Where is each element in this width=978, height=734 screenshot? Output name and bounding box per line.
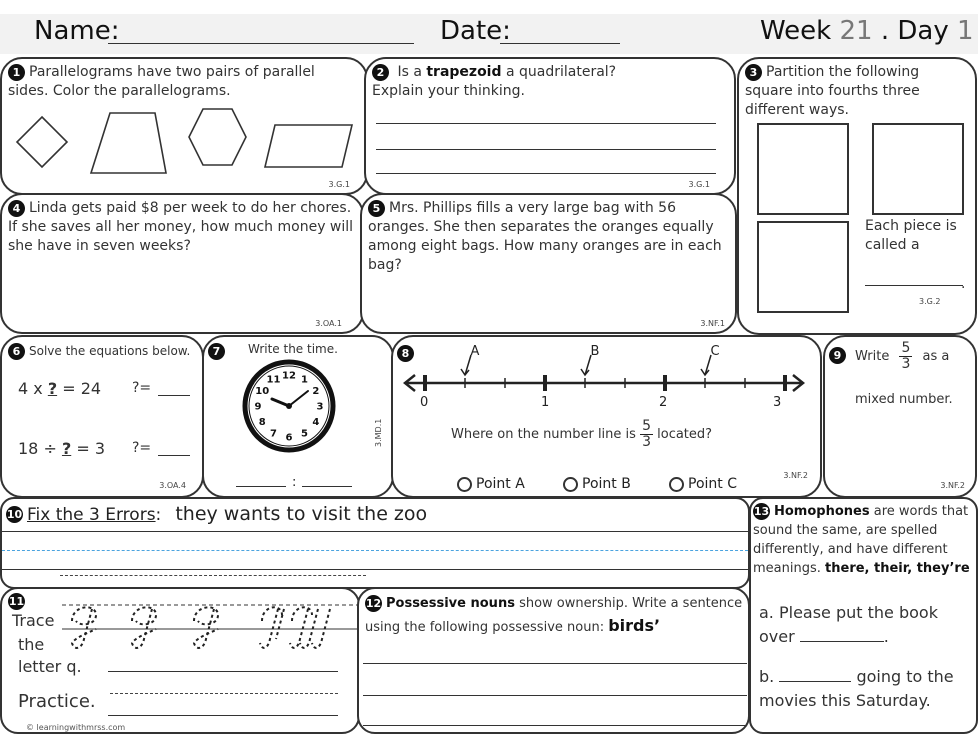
question-5-text: [368, 199, 732, 275]
clock-number-10: 10: [255, 386, 270, 397]
q9-numerator: 5: [901, 340, 911, 356]
practice-label: Practice.: [18, 691, 96, 712]
question-10-title: Fix the 3 Errors: [27, 505, 156, 525]
question-2-number: 2: [372, 64, 389, 81]
question-5-prompt: Mrs. Phillips fills a very large bag with 56 oranges. She then separates the oranges equally among eight bags. How many oranges are in each bag?: [368, 200, 722, 273]
question-10-number: 10: [6, 508, 23, 521]
question-11-number: 11: [8, 595, 25, 608]
option-label-c: Point C: [688, 476, 737, 492]
question-9-mixed: mixed number.: [855, 392, 953, 407]
writing-top-line[interactable]: [2, 531, 748, 532]
fraction-five-thirds-q9: [899, 341, 912, 372]
option-point-c[interactable]: [669, 476, 737, 492]
clock-number-6: 6: [285, 432, 293, 444]
question-13-prompt: are words that sound the same, are spelled differently, and have different meanings.: [753, 504, 969, 576]
answer-2-line[interactable]: [158, 455, 190, 456]
q9-denominator: 3: [901, 356, 911, 372]
question-4-number: 4: [8, 200, 25, 217]
copyright-text: © learningwithmrss.com: [26, 723, 126, 732]
time-colon: :: [292, 475, 297, 490]
fraction-five-thirds: [640, 419, 653, 450]
question-1-number: 1: [8, 64, 25, 81]
the-label: the: [18, 635, 45, 654]
equation-2-unknown: ?: [61, 439, 72, 458]
sentence-a: [759, 601, 973, 649]
piece-prompt: Each piece is called a: [865, 218, 957, 253]
option-point-b[interactable]: [563, 476, 631, 492]
question-5-box: [360, 193, 737, 334]
question-9-write: Write: [855, 349, 890, 364]
question-3-box: [737, 57, 977, 335]
clock-number-1: 1: [301, 374, 308, 386]
question-2-bold-word: trapezoid: [426, 64, 502, 80]
question-6-box: [0, 335, 204, 498]
letter-label: letter q.: [18, 657, 82, 676]
trapezoid-shape: [91, 113, 166, 173]
question-12-text: [365, 593, 745, 639]
answer-line-3[interactable]: [376, 173, 716, 174]
point-label-B: B: [590, 344, 600, 359]
clock-number-8: 8: [258, 417, 266, 428]
question-9-prompt: [855, 341, 949, 372]
trace-base-line: [108, 671, 338, 672]
practice-dash-line: [110, 693, 338, 694]
question-5-number: 5: [368, 200, 385, 217]
sentence-a-end: .: [883, 627, 889, 646]
equation-2-right: = 3: [76, 439, 105, 458]
question-2-prompt-b: a quadrilateral?: [505, 64, 617, 80]
question-9-number: 9: [829, 347, 846, 364]
clock-number-4: 4: [312, 417, 320, 428]
question-4-prompt: Linda gets paid $8 per week to do her chores. If she saves all her money, how much money will she have in seven weeks?: [8, 200, 354, 254]
option-point-a[interactable]: [457, 476, 525, 492]
question-7-title: Write the time.: [248, 342, 338, 356]
question-3-standard: 3.G.2: [919, 297, 941, 306]
question-3-prompt: Partition the following square into fourths three different ways.: [745, 64, 920, 118]
fraction-denominator: 3: [642, 434, 651, 450]
clock-number-2: 2: [312, 386, 320, 397]
analog-clock: [242, 359, 336, 453]
question-12-prompt: show ownership. Write a sentence using the following possessive noun:: [365, 596, 743, 635]
separator-dot: .: [880, 16, 890, 46]
day-number: 1: [957, 16, 974, 46]
clock-number-5: 5: [301, 428, 308, 440]
equation-2-left: 18 ÷: [18, 439, 57, 458]
tick-label-1: 1: [541, 395, 550, 410]
question-8-box: [391, 335, 822, 498]
tick-label-0: 0: [420, 395, 429, 410]
question-13-box: [749, 497, 978, 734]
question-8-number: 8: [397, 345, 414, 362]
question-2-standard: 3.G.1: [688, 180, 710, 189]
name-label: Name:: [34, 16, 120, 46]
question-4-text: [8, 199, 358, 256]
equation-1: [18, 379, 101, 398]
point-label-C: C: [710, 344, 720, 359]
clock-number-12: 12: [282, 370, 296, 382]
answer-1-label: ?=: [132, 380, 152, 396]
question-9-as-a: as a: [922, 349, 950, 364]
rhombus-shape: [17, 117, 67, 167]
equation-2: [18, 439, 105, 458]
radio-point-b[interactable]: [563, 477, 578, 492]
radio-point-c[interactable]: [669, 477, 684, 492]
question-2-text: [372, 63, 722, 101]
clock-number-7: 7: [270, 428, 277, 440]
sentence-b-blank[interactable]: [779, 681, 851, 682]
hour-answer-line[interactable]: [236, 486, 286, 487]
writing-dash-line: [60, 575, 366, 576]
tick-label-2: 2: [659, 395, 668, 410]
writing-base-line[interactable]: [2, 569, 748, 570]
question-11-box: [0, 587, 360, 734]
day-label: Day: [897, 16, 949, 46]
partition-square-2[interactable]: [872, 123, 964, 215]
week-number: 21: [839, 16, 873, 46]
question-1-box: [0, 57, 368, 195]
partition-square-1[interactable]: [757, 123, 849, 215]
question-8-prompt-a: Where on the number line is: [451, 427, 636, 442]
question-9-box: [823, 335, 977, 498]
practice-line[interactable]: [108, 715, 338, 716]
question-10-colon: :: [155, 505, 162, 525]
question-2-box: [364, 57, 736, 195]
question-4-standard: 3.OA.1: [315, 319, 342, 328]
question-1-standard: 3.G.1: [328, 180, 350, 189]
sentence-a-blank[interactable]: [800, 641, 884, 642]
equation-1-right: = 24: [62, 379, 102, 398]
parallelogram-shape: [265, 125, 352, 167]
question-10-box: [0, 497, 750, 589]
question-6-title: [8, 343, 190, 360]
question-13-text: [753, 502, 975, 578]
fraction-numerator: 5: [642, 418, 651, 434]
homophone-words: there, their, they’re: [825, 561, 970, 576]
answer-line-1[interactable]: [376, 123, 716, 124]
question-6-number: 6: [8, 343, 25, 360]
option-label-b: Point B: [582, 476, 631, 492]
question-8-standard: 3.NF.2: [783, 471, 808, 480]
question-13-bold: Homophones: [774, 504, 870, 519]
sentence-line-3[interactable]: [363, 725, 747, 726]
sentence-line-1[interactable]: [363, 663, 747, 664]
week-label: Week: [760, 16, 832, 46]
question-1-prompt: Parallelograms have two pairs of parallel sides. Color the parallelograms.: [8, 64, 315, 99]
question-2-prompt-a: Is a: [397, 64, 422, 80]
question-10-line: [6, 503, 427, 525]
question-12-box: [357, 587, 750, 734]
sentence-b-text: going to the movies this Saturday.: [759, 667, 954, 710]
sentence-b-label: b.: [759, 667, 775, 686]
answer-2-label: ?=: [132, 440, 152, 456]
cursive-q-trace-row[interactable]: [62, 599, 362, 669]
clock-number-3: 3: [316, 401, 324, 413]
question-7-standard: 3.MD.1: [374, 418, 383, 447]
question-4-box: [0, 193, 364, 334]
question-5-standard: 3.NF.1: [700, 319, 725, 328]
minute-answer-line[interactable]: [302, 486, 352, 487]
question-8-prompt-b: located?: [657, 427, 713, 442]
error-sentence: they wants to visit the zoo: [175, 503, 428, 525]
writing-mid-line[interactable]: [2, 550, 748, 551]
week-day-label: [760, 16, 974, 46]
shapes-to-color[interactable]: [10, 105, 360, 180]
question-6-prompt: Solve the equations below.: [29, 344, 191, 358]
question-2-prompt-c: Explain your thinking.: [372, 83, 525, 99]
answer-1-line[interactable]: [158, 395, 190, 396]
point-arrow-A: [461, 355, 471, 375]
question-1-text: [8, 63, 318, 101]
question-7-number: 7: [208, 343, 225, 360]
equation-1-unknown: ?: [47, 379, 58, 398]
equation-1-left: 4 x: [18, 379, 43, 398]
question-12-bold: Possessive nouns: [386, 596, 515, 611]
question-12-number: 12: [365, 597, 382, 610]
question-3-text: [745, 63, 967, 120]
sentence-line-2[interactable]: [363, 695, 747, 696]
trace-label: Trace: [12, 611, 55, 630]
radio-point-a[interactable]: [457, 477, 472, 492]
question-6-standard: 3.OA.4: [159, 481, 186, 490]
date-label: Date:: [440, 16, 511, 46]
sentence-a-text: a. Please put the book over: [759, 603, 938, 646]
possessive-noun: birds’: [608, 616, 661, 635]
question-9-standard: 3.NF.2: [940, 481, 965, 490]
question-3-number: 3: [745, 64, 762, 81]
piece-period: .: [961, 276, 966, 292]
question-13-number: 13: [753, 505, 770, 518]
option-label-a: Point A: [476, 476, 525, 492]
question-7-box: [202, 335, 394, 498]
name-field[interactable]: [108, 43, 414, 44]
date-field[interactable]: [500, 43, 620, 44]
partition-square-3[interactable]: [757, 221, 849, 313]
hexagon-shape: [189, 109, 246, 165]
number-line: [399, 341, 819, 411]
question-8-prompt: [451, 419, 712, 450]
answer-line-2[interactable]: [376, 149, 716, 150]
piece-answer-line[interactable]: [865, 285, 963, 286]
point-label-A: A: [470, 344, 480, 359]
clock-number-9: 9: [254, 401, 262, 413]
sentence-b: [759, 665, 973, 713]
point-arrow-B: [581, 355, 591, 375]
tick-label-3: 3: [773, 395, 782, 410]
clock-number-11: 11: [266, 374, 281, 386]
